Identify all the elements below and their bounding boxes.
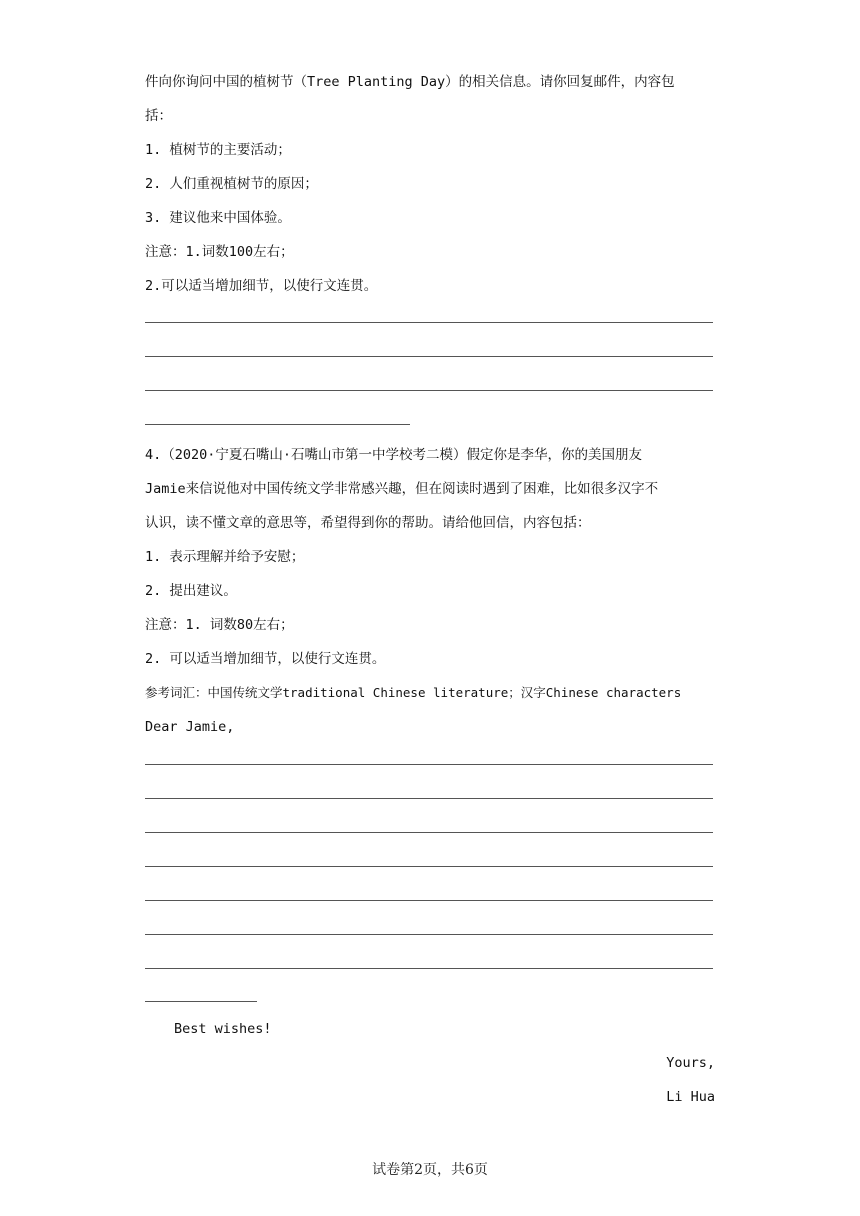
q4-requirement-1: 1. 表示理解并给予安慰； <box>145 549 305 565</box>
letter-greeting: Dear Jamie, <box>145 719 235 735</box>
answer-line <box>145 1001 257 1002</box>
q3-note-1: 注意：1.词数100左右； <box>145 244 294 260</box>
q4-prompt-line-1: 4.（2020·宁夏石嘴山·石嘴山市第一中学校考二模）假定你是李华，你的美国朋友 <box>145 447 643 463</box>
answer-line <box>145 866 713 867</box>
letter-signature: Li Hua <box>666 1089 715 1105</box>
q3-requirement-1: 1. 植树节的主要活动； <box>145 142 291 158</box>
q3-prompt-line-2: 括： <box>145 108 172 124</box>
answer-line <box>145 934 713 935</box>
answer-line <box>145 968 713 969</box>
letter-closing: Best wishes! <box>174 1021 272 1037</box>
answer-line <box>145 356 713 357</box>
q4-prompt-line-3: 认识，读不懂文章的意思等，希望得到你的帮助。请给他回信，内容包括： <box>145 515 591 531</box>
answer-line <box>145 832 713 833</box>
answer-line <box>145 424 410 425</box>
q4-prompt-line-2: Jamie来信说他对中国传统文学非常感兴趣，但在阅读时遇到了困难，比如很多汉字不 <box>145 481 659 497</box>
q4-note-2: 2. 可以适当增加细节，以使行文连贯。 <box>145 651 386 667</box>
answer-line <box>145 798 713 799</box>
answer-line <box>145 764 713 765</box>
q4-note-1: 注意：1. 词数80左右； <box>145 617 294 633</box>
answer-line <box>145 322 713 323</box>
q3-requirement-3: 3. 建议他来中国体验。 <box>145 210 291 226</box>
answer-line <box>145 900 713 901</box>
letter-sign-off: Yours, <box>666 1055 715 1071</box>
q3-requirement-2: 2. 人们重视植树节的原因； <box>145 176 318 192</box>
q3-note-2: 2.可以适当增加细节，以使行文连贯。 <box>145 278 378 294</box>
q4-requirement-2: 2. 提出建议。 <box>145 583 237 599</box>
q4-vocabulary: 参考词汇：中国传统文学traditional Chinese literature；汉字Chinese characters <box>145 685 682 700</box>
answer-line <box>145 390 713 391</box>
page-footer: 试卷第2页，共6页 <box>372 1162 488 1178</box>
q3-prompt-line-1: 件向你询问中国的植树节（Tree Planting Day）的相关信息。请你回复邮件，内容包 <box>145 74 675 90</box>
